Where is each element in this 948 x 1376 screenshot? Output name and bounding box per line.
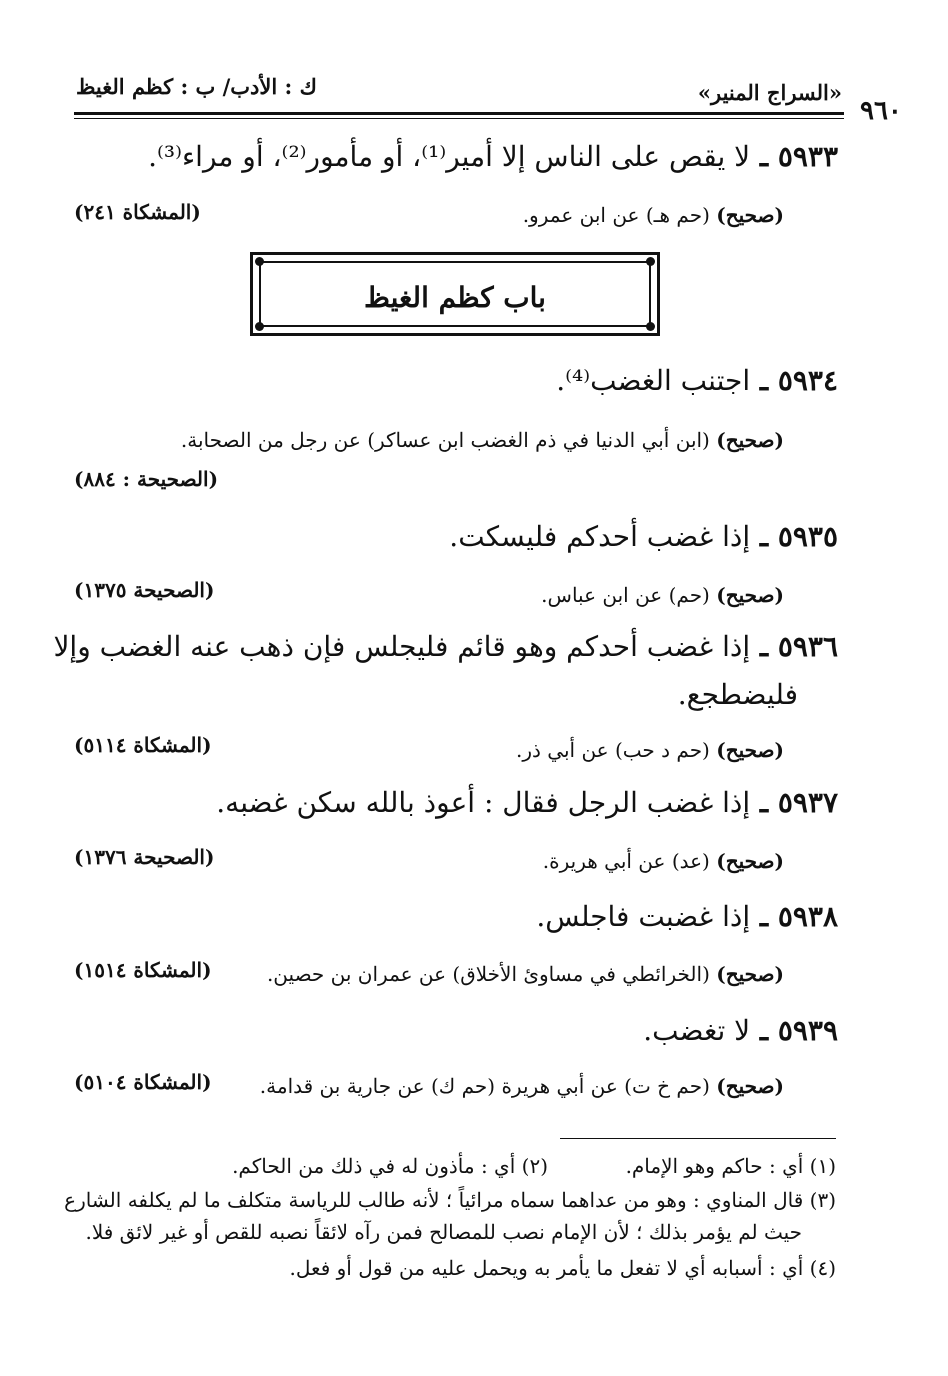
hadith-source: [181, 428, 784, 452]
hadith-text: إذا غضبت فاجلس.: [536, 900, 751, 933]
hadith-reference: (الصحيحة : ٨٨٤): [74, 467, 219, 491]
hadith-number: ٥٩٣٣ ـ: [759, 140, 838, 173]
hadith-5935: [449, 520, 838, 553]
hadith-5937: [216, 786, 838, 819]
grade: (صحيح): [716, 962, 784, 986]
hadith-text: اجتنب الغضب⁽⁴⁾.: [556, 364, 751, 397]
hadith-reference: (الصحيحة ١٣٧٥): [74, 578, 215, 602]
hadith-reference: (المشكاة ٥١٠٤): [74, 1070, 212, 1094]
hadith-source: [260, 1074, 784, 1098]
hadith-number: ٥٩٣٥ ـ: [759, 520, 838, 553]
hadith-text: إذا غضب الرجل فقال : أعوذ بالله سكن غضبه.: [216, 786, 751, 819]
hadith-reference: (الصحيحة ١٣٧٦): [74, 845, 215, 869]
source-text: (الخرائطي في مساوئ الأخلاق) عن عمران بن حصين.: [266, 962, 710, 986]
grade: (صحيح): [716, 738, 784, 762]
grade: (صحيح): [716, 583, 784, 607]
ornament-corner: [255, 257, 264, 266]
book-title: «السراج المنير»: [697, 80, 842, 105]
grade: (صحيح): [716, 428, 784, 452]
hadith-text: لا تغضب.: [643, 1014, 751, 1047]
hadith-reference: (المشكاة ٢٤١): [74, 200, 201, 224]
hadith-source: [516, 738, 784, 762]
hadith-5938: [536, 900, 838, 933]
hadith-number: ٥٩٣٩ ـ: [759, 1014, 838, 1047]
footnote-4: (٤) أي : أسبابه أي لا تفعل ما يأمر به ويحمل عليه من قول أو فعل.: [289, 1256, 836, 1280]
ornament-corner: [646, 257, 655, 266]
hadith-number: ٥٩٣٦ ـ: [759, 630, 838, 663]
hadith-number: ٥٩٣٧ ـ: [759, 786, 838, 819]
source-text: (حم) عن ابن عباس.: [541, 583, 710, 607]
hadith-text: إذا غضب أحدكم وهو قائم فليجلس فإن ذهب عنه الغضب وإلا: [53, 630, 751, 663]
source-text: (عد) عن أبي هريرة.: [542, 849, 710, 873]
hadith-5933: [148, 140, 838, 173]
ornament-corner: [255, 322, 264, 331]
hadith-5936: [53, 630, 838, 663]
ornament-corner: [646, 322, 655, 331]
hadith-reference: (المشكاة ١٥١٤): [74, 958, 212, 982]
footnote-3-continuation: حيث لم يؤمر بذلك ؛ لأن الإمام نصب للمصالح فمن رآه لائقاً نصبه للقص أو غير لائق فلا.: [85, 1220, 802, 1244]
hadith-source: [543, 849, 784, 873]
hadith-number: ٥٩٣٨ ـ: [759, 900, 838, 933]
hadith-text: إذا غضب أحدكم فليسكت.: [449, 520, 751, 553]
chapter-heading-box: [250, 252, 660, 336]
header-rule: [74, 112, 844, 115]
hadith-5934: [556, 364, 838, 397]
footnote-3: (٣) قال المناوي : وهو من عداهما سماه مرائياً ؛ لأنه طالب للرياسة متكلف ما لم يكلفه الشارع: [64, 1188, 836, 1212]
footnote-1: (١) أي : حاكم وهو الإمام.: [625, 1154, 836, 1178]
hadith-number: ٥٩٣٤ ـ: [759, 364, 838, 397]
hadith-text-continuation: فليضطجع.: [677, 678, 798, 711]
hadith-5939: [643, 1014, 838, 1047]
footnote-2: (٢) أي : مأذون له في ذلك من الحاكم.: [232, 1154, 548, 1178]
grade: (صحيح): [716, 203, 784, 227]
page-number: ٩٦٠: [860, 96, 902, 126]
hadith-text: لا يقص على الناس إلا أمير⁽¹⁾، أو مأمور⁽²⁾، أو مراء⁽³⁾.: [148, 140, 751, 173]
header-rule-thin: [74, 118, 844, 119]
source-text: (حم د حب) عن أبي ذر.: [516, 738, 710, 762]
hadith-source: [267, 962, 784, 986]
source-text: (ابن أبي الدنيا في ذم الغضب ابن عساكر) عن رجل من الصحابة.: [180, 428, 710, 452]
footnote-separator: [560, 1138, 836, 1139]
hadith-source: [541, 583, 784, 607]
chapter-title: باب كظم الغيظ: [364, 281, 546, 314]
hadith-source: [523, 203, 784, 227]
hadith-reference: (المشكاة ٥١١٤): [74, 733, 212, 757]
grade: (صحيح): [716, 849, 784, 873]
source-text: (حم هـ) عن ابن عمرو.: [522, 203, 710, 227]
source-text: (حم خ ت) عن أبي هريرة (حم ك) عن جارية بن قدامة.: [259, 1074, 710, 1098]
grade: (صحيح): [716, 1074, 784, 1098]
chapter-path: ك : الأدب/ ب : كظم الغيظ: [76, 74, 317, 99]
